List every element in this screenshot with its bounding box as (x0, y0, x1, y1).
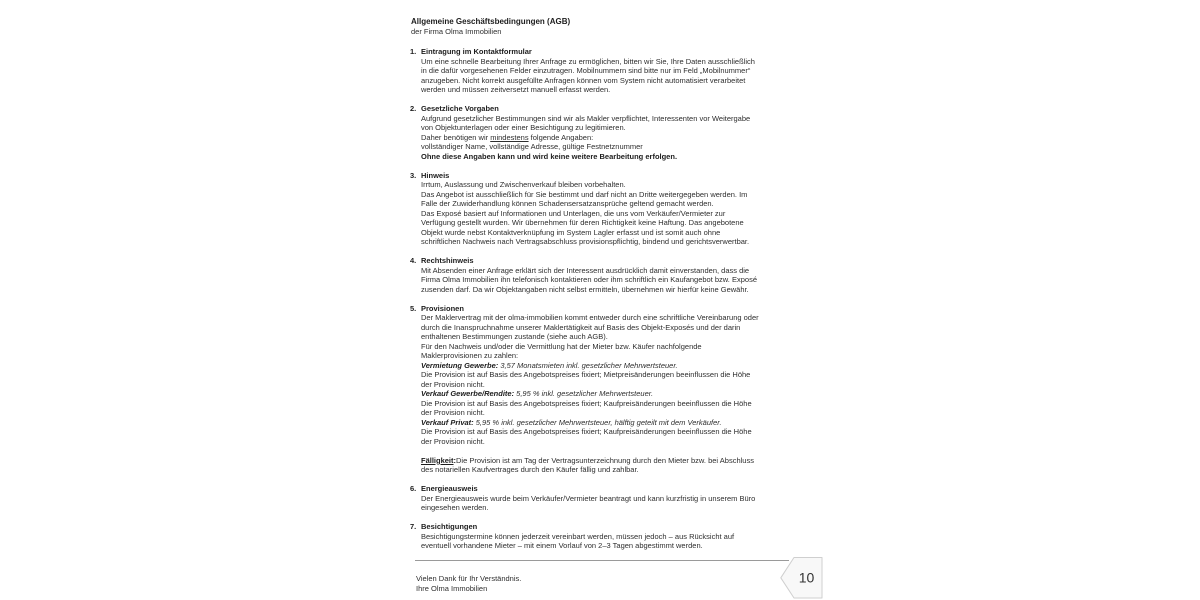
text-segment: mindestens (490, 132, 529, 142)
body-line: eventuell vorhandene Mieter – mit einem Vorlauf von 2–3 Tagen abgestimmt werden. (421, 541, 703, 550)
body-line: Um eine schnelle Bearbeitung Ihrer Anfrage zu ermöglichen, bitten wir Sie, Ihre Daten ausschließlich (421, 56, 755, 66)
section-title: Provisionen (421, 303, 464, 313)
body-line: von Objektunterlagen oder einer Besichtigung zu legitimieren. (421, 123, 626, 132)
section-4 (410, 256, 792, 294)
body-line: Mit Absenden einer Anfrage erklärt sich der Interessent ausdrücklich damit einverstanden, dass die (421, 265, 750, 275)
body-line: Der Maklervertrag mit der olma-immobilien kommt entweder durch eine schriftliche Vereinbarung oder (421, 313, 759, 322)
section-heading (410, 484, 792, 494)
section-7 (410, 522, 792, 551)
text-segment: Fälligkeit (421, 455, 454, 465)
page-number-badge (780, 557, 823, 599)
section-number: 5. (410, 303, 417, 313)
body-line: der Provision nicht. (421, 379, 485, 389)
text-segment: 3,57 Monatsmieten inkl. gesetzlicher Mehrwertsteuer. (498, 360, 678, 370)
page-title: Allgemeine Geschäftsbedingungen (AGB) (411, 17, 571, 26)
section-6 (410, 484, 792, 513)
body-line: Das Angebot ist ausschließlich für Sie bestimmt und darf nicht an Dritte weitergegeben werden. Im (421, 189, 748, 199)
text-segment: Daher benötigen wir (421, 132, 491, 142)
text-segment: folgende Angaben: (528, 132, 594, 142)
page-number: 10 (798, 569, 815, 586)
body-line (410, 456, 792, 466)
section-number: 2. (410, 104, 417, 113)
footer-block (410, 574, 792, 593)
section-title: Eintragung im Kontaktformular (421, 47, 532, 56)
footer-signature: Ihre Olma Immobilien (416, 583, 488, 593)
text-segment: 5,95 % inkl. gesetzlicher Mehrwertsteuer. (514, 389, 654, 398)
title-block (410, 17, 792, 36)
text-segment: Verkauf Gewerbe/Rendite: (421, 389, 515, 398)
section-heading (410, 171, 792, 181)
section-heading (410, 256, 792, 266)
body-line (410, 446, 792, 456)
text-segment: Verkauf Privat: (421, 417, 474, 427)
body-line (410, 389, 792, 399)
body-line: zusenden darf. Da wir Objektangaben nicht selbst ermitteln, übernehmen wir hierfür keine Gewähr. (421, 284, 749, 294)
section-1 (410, 47, 792, 95)
section-heading (410, 522, 792, 532)
section-title: Besichtigungen (421, 522, 478, 531)
body-line: durch die Inanspruchnahme unserer Maklertätigkeit auf Basis des Objekt-Exposés und der darin (421, 322, 741, 332)
body-line: anzugeben. Nicht korrekt ausgefüllte Anfragen können vom System nicht automatisiert verarbeitet (421, 75, 746, 85)
agb-document (410, 17, 792, 593)
body-line (410, 418, 792, 428)
sections (410, 47, 792, 551)
body-line: Die Provision ist auf Basis des Angebotspreises fixiert; Mietpreisänderungen beeinflussen die Höhe (421, 370, 751, 379)
body-line: werden und müssen zeitversetzt manuell erfasst werden. (421, 85, 611, 94)
footer-thanks: Vielen Dank für Ihr Verständnis. (416, 574, 522, 583)
section-3 (410, 171, 792, 247)
body-line: Verfügung gestellt wurden. Wir übernehmen für deren Richtigkeit keine Haftung. Das angebotene (421, 218, 744, 227)
body-line: vollständiger Name, vollständige Adresse, gültige Festnetznummer (421, 142, 643, 151)
body-line (410, 133, 792, 143)
section-number: 1. (410, 47, 417, 56)
body-line: Der Energieausweis wurde beim Verkäufer/Vermieter beantragt und kann kurzfristig in unserem Büro (421, 493, 756, 503)
body-line: Irrtum, Auslassung und Zwischenverkauf bleiben vorbehalten. (421, 180, 626, 189)
text-segment: Vermietung Gewerbe: (421, 360, 499, 370)
text-segment: : (453, 455, 457, 465)
section-heading (410, 104, 792, 114)
section-heading (410, 304, 792, 314)
section-number: 4. (410, 256, 417, 265)
body-line: Firma Olma Immobilien ihn telefonisch kontaktieren oder ihm schriftlich ein Kaufangebot bzw. Exposé (421, 275, 757, 284)
text-segment: Die Provision ist am Tag der Vertragsunterzeichnung durch den Mieter bzw. bei Abschluss (456, 455, 754, 465)
section-title: Hinweis (421, 170, 450, 180)
section-heading (410, 47, 792, 57)
page-subtitle: der Firma Olma Immobilien (411, 26, 502, 36)
body-line: des notariellen Kaufvertrages durch den Käufer fällig und zahlbar. (421, 465, 639, 474)
body-line (410, 152, 792, 162)
footer-separator-line (415, 560, 789, 561)
section-2 (410, 104, 792, 161)
body-line: Maklerprovisionen zu zahlen: (421, 351, 519, 360)
text-segment: Ohne diese Angaben kann und wird keine weitere Bearbeitung erfolgen. (421, 151, 678, 161)
body-line: eingesehen werden. (421, 503, 489, 512)
section-5 (410, 304, 792, 475)
body-line: Objekt wurde nebst Kontaktverknüpfung im System Lagler erfasst und ist somit auch ohne (421, 227, 721, 237)
body-line: Besichtigungstermine können jederzeit vereinbart werden, müssen jedoch – aus Rücksicht auf (421, 531, 735, 541)
text-segment: 5,95 % inkl. gesetzlicher Mehrwertsteuer, hälftig geteilt mit dem Verkäufer. (473, 417, 722, 427)
body-line: Falle der Zuwiderhandlung können Schadensersatzansprüche geltend gemacht werden. (421, 199, 714, 208)
body-line: enthaltenen Bestimmungen zustande (siehe auch AGB). (421, 332, 608, 341)
section-title: Energieausweis (421, 484, 478, 493)
body-line (410, 361, 792, 371)
body-line: der Provision nicht. (421, 436, 485, 446)
body-line: Die Provision ist auf Basis des Angebotspreises fixiert; Kaufpreisänderungen beeinflussen die Höhe (421, 398, 752, 408)
body-line: der Provision nicht. (421, 408, 485, 417)
section-title: Gesetzliche Vorgaben (421, 104, 499, 113)
body-line: Aufgrund gesetzlicher Bestimmungen sind wir als Makler verpflichtet, Interessenten vor Weitergabe (421, 113, 751, 123)
body-line: Die Provision ist auf Basis des Angebotspreises fixiert; Kaufpreisänderungen beeinflussen die Höhe (421, 427, 752, 436)
section-number: 6. (410, 484, 417, 493)
section-title: Rechtshinweis (421, 256, 474, 265)
body-line: Das Exposé basiert auf Informationen und Unterlagen, die uns vom Verkäufer/Vermieter zur (421, 208, 726, 218)
body-line: Für den Nachweis und/oder die Vermittlung hat der Mieter bzw. Käufer nachfolgende (421, 341, 702, 351)
section-number: 7. (410, 522, 417, 531)
body-line: in die dafür vorgesehenen Felder einzutragen. Mobilnummern sind bitte nur im Feld „Mobilnummer“ (421, 66, 751, 75)
body-line: schriftlichen Nachweis nach Vertragsabschluss provisionspflichtig, bindend und gerichtsverwertbar. (421, 237, 750, 246)
section-number: 3. (410, 170, 417, 180)
